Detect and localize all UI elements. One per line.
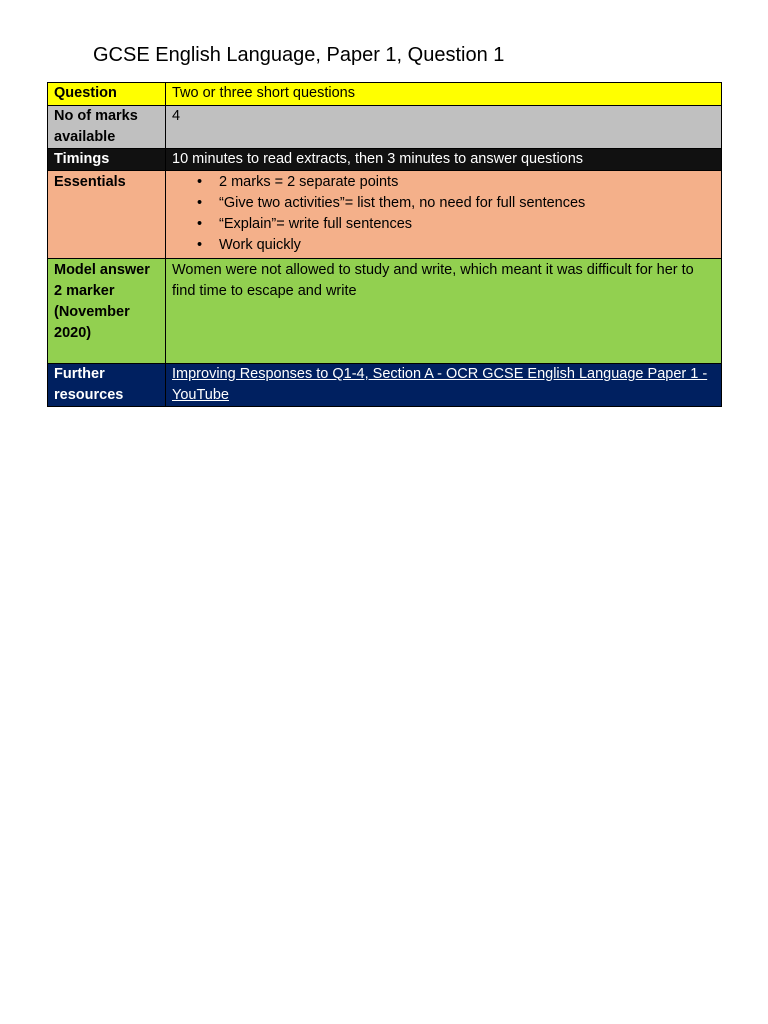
model-answer-value: Women were not allowed to study and write, which meant it was difficult for her to find time to escape and write bbox=[166, 259, 722, 364]
list-item: • Work quickly bbox=[219, 235, 715, 256]
further-resources-cell bbox=[166, 364, 722, 407]
further-resources-label: Further resources bbox=[48, 364, 166, 407]
youtube-resource-link[interactable]: Improving Responses to Q1-4, Section A - OCR GCSE English Language Paper 1 - YouTube bbox=[172, 366, 708, 403]
table-row-model-answer bbox=[48, 259, 722, 364]
essentials-list bbox=[172, 172, 715, 256]
marks-value: 4 bbox=[166, 106, 722, 149]
essentials-label: Essentials bbox=[48, 171, 166, 259]
table-row-marks bbox=[48, 106, 722, 149]
page-title: GCSE English Language, Paper 1, Question 1 bbox=[93, 44, 505, 66]
list-item: • “Explain”= write full sentences bbox=[219, 214, 715, 235]
question-info-table bbox=[47, 82, 722, 407]
table-row-question bbox=[48, 83, 722, 106]
table-row-further-resources bbox=[48, 364, 722, 407]
model-answer-label: Model answer 2 marker (November 2020) bbox=[48, 259, 166, 364]
list-item: • 2 marks = 2 separate points bbox=[219, 172, 715, 193]
list-item: • “Give two activities”= list them, no need for full sentences bbox=[219, 193, 715, 214]
timings-label: Timings bbox=[48, 149, 166, 171]
table-row-timings bbox=[48, 149, 722, 171]
question-value: Two or three short questions bbox=[166, 83, 722, 106]
marks-label: No of marks available bbox=[48, 106, 166, 149]
essentials-cell bbox=[166, 171, 722, 259]
timings-value: 10 minutes to read extracts, then 3 minutes to answer questions bbox=[166, 149, 722, 171]
question-label: Question bbox=[48, 83, 166, 106]
table-row-essentials bbox=[48, 171, 722, 259]
